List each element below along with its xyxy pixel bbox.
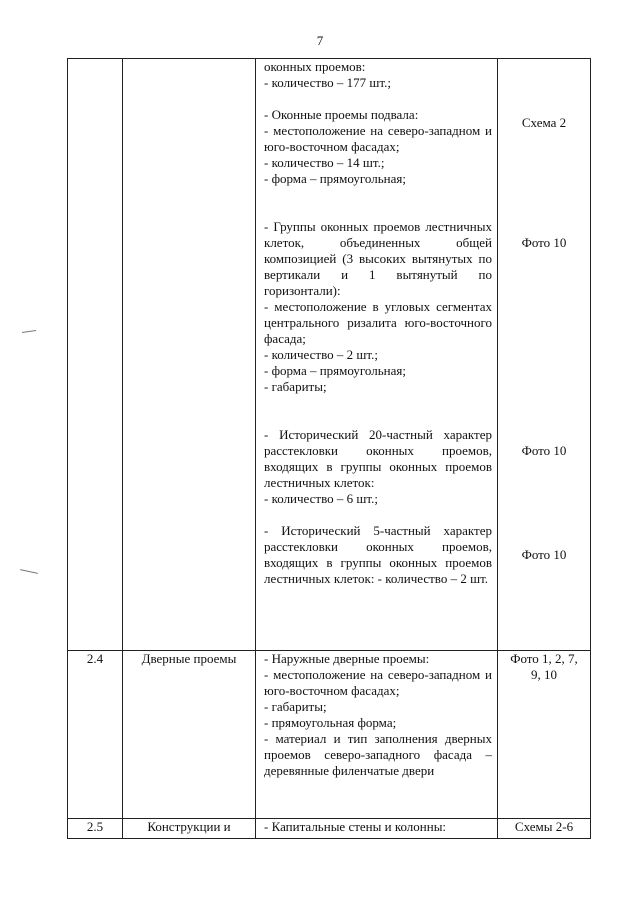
reference-label: Фото 10 (521, 443, 567, 458)
scan-mark (20, 569, 38, 574)
desc-line: - Капитальные стены и колонны: (264, 819, 447, 834)
reference-label: Фото 1, 2, 7, 9, 10 (510, 651, 578, 682)
document-table (67, 58, 591, 839)
row-name-cell: Конструкции и (123, 819, 256, 839)
desc-line: - Оконные проемы подвала: (264, 107, 419, 122)
spacer (264, 395, 492, 411)
spacer (264, 411, 492, 427)
reference-label: Схемы 2-6 (514, 819, 574, 834)
desc-line: - местоположение на северо-западном и юго-восточном фасадах; (264, 123, 492, 154)
reference-label: Фото 10 (521, 235, 567, 250)
table-row (68, 819, 591, 839)
desc-line: - количество – 6 шт.; (264, 491, 378, 506)
row-number-cell: 2.4 (68, 651, 123, 819)
table-row (68, 651, 591, 819)
desc-line: - количество – 177 шт.; (264, 75, 391, 90)
desc-line: - Исторический 5-частный характер расстекловки оконных проемов, входящих в группы оконных проемов лестничных клеток: - количество – 2 шт. (264, 523, 492, 586)
reference-label: Фото 10 (521, 547, 567, 562)
scan-mark (22, 330, 36, 333)
desc-line: - Наружные дверные проемы: (264, 651, 430, 666)
spacer (264, 203, 492, 219)
desc-line: - габариты; (264, 379, 327, 394)
desc-line: - местоположение в угловых сегментах центрального ризалита юго-восточного фасада; (264, 299, 492, 346)
desc-line: - габариты; (264, 699, 327, 714)
spacer (264, 91, 492, 107)
row-description-cell (256, 651, 498, 819)
row-name-cell: Дверные проемы (123, 651, 256, 819)
desc-line: - форма – прямоугольная; (264, 171, 406, 186)
desc-line: - Группы оконных проемов лестничных клеток, объединенных общей композицией (3 высоких вытянутых по вертикали и 1 вытянутый по горизонтали): (264, 219, 492, 298)
row-number-cell: 2.5 (68, 819, 123, 839)
row-description-cell (256, 819, 498, 839)
spacer (264, 507, 492, 523)
desc-line: - форма – прямоугольная; (264, 363, 406, 378)
desc-line: - материал и тип заполнения дверных проемов северо-западного фасада – деревянные филенчатые двери (264, 731, 492, 778)
desc-line: - количество – 2 шт.; (264, 347, 378, 362)
page-number: 7 (316, 33, 324, 48)
row-name-cell (123, 59, 256, 651)
row-description-cell (256, 59, 498, 651)
desc-line: - прямоугольная форма; (264, 715, 397, 730)
row-number-cell (68, 59, 123, 651)
desc-line: - Исторический 20-частный характер расстекловки оконных проемов, входящих в группы оконных проемов лестничных клеток: (264, 427, 492, 490)
reference-label: Схема 2 (521, 115, 567, 130)
desc-line: - количество – 14 шт.; (264, 155, 385, 170)
desc-line: оконных проемов: (264, 59, 366, 74)
row-reference-cell (498, 651, 591, 819)
row-reference-cell (498, 819, 591, 839)
spacer (264, 187, 492, 203)
row-reference-cell (498, 59, 591, 651)
table-row (68, 59, 591, 651)
desc-line: - местоположение на северо-западном и юго-восточном фасадах; (264, 667, 492, 698)
